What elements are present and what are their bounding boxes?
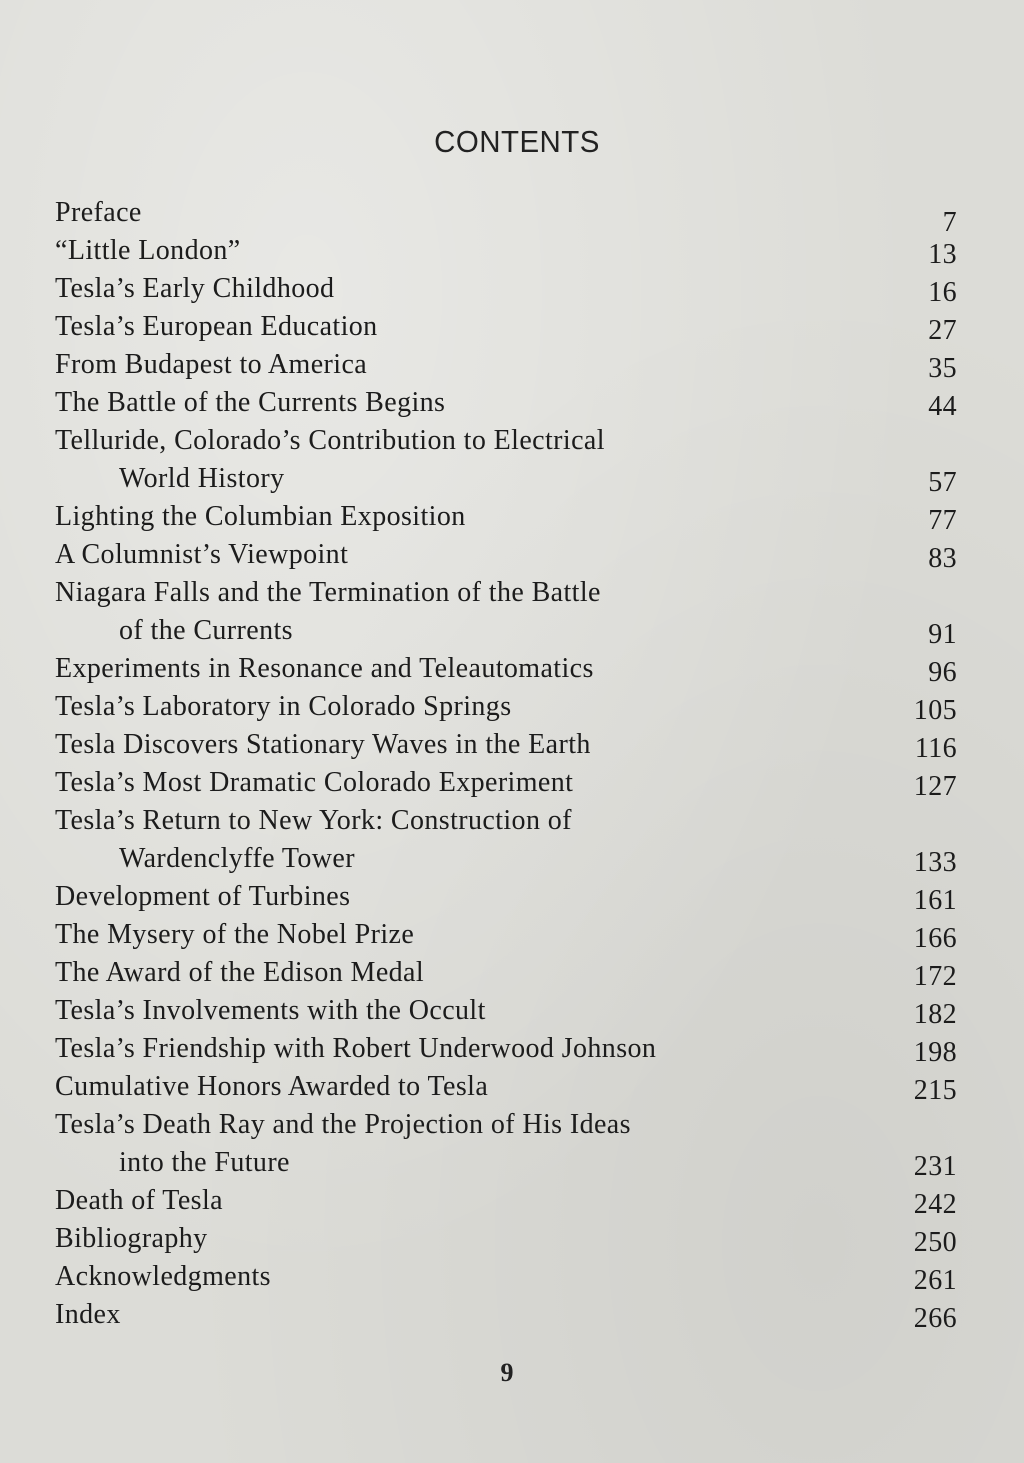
toc-entry-title-line: The Battle of the Currents Begins <box>55 387 446 418</box>
toc-entry-title-line: From Budapest to America <box>55 349 368 380</box>
toc-entry-title-line: Tesla’s Death Ray and the Projection of His Ideas <box>55 1109 631 1140</box>
toc-entry <box>55 688 967 726</box>
toc-entry-title <box>55 650 967 688</box>
toc-entry-title-line: The Mysery of the Nobel Prize <box>55 919 415 950</box>
toc-entry-title-line: Tesla’s European Education <box>55 311 378 342</box>
toc-entry-title <box>55 498 967 536</box>
toc-entry <box>55 384 967 422</box>
toc-entry-title <box>55 764 967 802</box>
toc-entry <box>55 954 967 992</box>
toc-entry-title-line: “Little London” <box>55 235 241 266</box>
toc-entry-page-number: 13 <box>928 239 957 270</box>
toc-entry-title-line: Tesla’s Return to New York: Construction of <box>55 805 572 836</box>
toc-entry-page-number: 16 <box>928 277 957 308</box>
toc-entry-title-line: Tesla Discovers Stationary Waves in the Earth <box>55 729 591 760</box>
toc-entry-title <box>55 346 967 384</box>
toc-entry-page-number: 127 <box>913 771 957 802</box>
toc-entry <box>55 1068 967 1106</box>
toc-entry <box>55 916 967 954</box>
toc-entry-page-number: 266 <box>913 1303 957 1334</box>
contents-heading: CONTENTS <box>434 124 600 159</box>
toc-entry-title <box>55 726 967 764</box>
toc-entry-title <box>55 1220 967 1258</box>
toc-entry-page-number: 105 <box>913 695 957 726</box>
toc-entry-title-line: Tesla’s Laboratory in Colorado Springs <box>55 691 512 722</box>
toc-entry-title <box>55 1258 967 1296</box>
toc-entry-page-number: 96 <box>928 657 957 688</box>
toc-entry-title-continuation: Wardenclyffe Tower <box>119 843 355 874</box>
toc-entry <box>55 1296 967 1334</box>
toc-entry-page-number: 161 <box>913 885 957 916</box>
toc-entry-title-continuation: of the Currents <box>119 615 293 646</box>
toc-entry <box>55 878 967 916</box>
toc-entry-title-line: Death of Tesla <box>55 1185 223 1216</box>
toc-entry-title-line: Telluride, Colorado’s Contribution to Electrical <box>55 425 605 456</box>
toc-entry-title-line: Tesla’s Involvements with the Occult <box>55 995 486 1026</box>
toc-entry-title <box>55 688 967 726</box>
toc-entry-title-continuation: World History <box>119 463 285 494</box>
toc-entry <box>55 346 967 384</box>
toc-entry-page-number: 133 <box>913 847 957 878</box>
toc-entry-title-line: Development of Turbines <box>55 881 351 912</box>
toc-entry-title <box>55 270 967 308</box>
toc-entry-title-continuation: into the Future <box>119 1147 290 1178</box>
toc-entry-title-line: Bibliography <box>55 1223 208 1254</box>
toc-entry-title <box>55 574 967 650</box>
toc-entry-page-number: 7 <box>942 207 957 238</box>
toc-entry <box>55 1258 967 1296</box>
toc-entry-page-number: 44 <box>928 391 957 422</box>
toc-entry <box>55 270 967 308</box>
toc-entry <box>55 422 967 498</box>
toc-entry-title <box>55 954 967 992</box>
toc-entry-title-line: Acknowledgments <box>55 1261 271 1292</box>
toc-entry-title <box>55 1068 967 1106</box>
toc-entry <box>55 574 967 650</box>
toc-entry-page-number: 242 <box>913 1189 957 1220</box>
toc-entry-title-line: Cumulative Honors Awarded to Tesla <box>55 1071 489 1102</box>
toc-entry-title <box>55 878 967 916</box>
toc-entry <box>55 726 967 764</box>
toc-entry-page-number: 91 <box>928 619 957 650</box>
toc-entry-title-line: A Columnist’s Viewpoint <box>55 539 349 570</box>
toc-entry-page-number: 77 <box>928 505 957 536</box>
toc-entry-title <box>55 916 967 954</box>
toc-entry <box>55 498 967 536</box>
toc-entry <box>55 650 967 688</box>
toc-entry-title-line: Niagara Falls and the Termination of the Battle <box>55 577 601 608</box>
toc-entry-title <box>55 1182 967 1220</box>
toc-entry-page-number: 172 <box>913 961 957 992</box>
toc-entry-page-number: 250 <box>913 1227 957 1258</box>
toc-entry-title-line: Preface <box>55 197 142 228</box>
toc-entry-title-line: Tesla’s Friendship with Robert Underwood Johnson <box>55 1033 657 1064</box>
toc-entry-page-number: 166 <box>913 923 957 954</box>
toc-entry-title-line: Lighting the Columbian Exposition <box>55 501 466 532</box>
toc-entry-title <box>55 1296 967 1334</box>
toc-entry <box>55 1030 967 1068</box>
toc-entry <box>55 536 967 574</box>
toc-entry-title <box>55 1030 967 1068</box>
toc-entry <box>55 764 967 802</box>
toc-entry-page-number: 198 <box>913 1037 957 1068</box>
toc-entry-page-number: 83 <box>928 543 957 574</box>
toc-entry-page-number: 57 <box>928 467 957 498</box>
page-number-footer: 9 <box>500 1358 514 1387</box>
toc-entry-title <box>55 422 967 498</box>
toc-entry-page-number: 231 <box>913 1151 957 1182</box>
toc-entry <box>55 1182 967 1220</box>
toc-entry <box>55 802 967 878</box>
toc-entry <box>55 232 967 270</box>
toc-entry <box>55 1106 967 1182</box>
toc-entry-title <box>55 1106 967 1182</box>
toc-entry <box>55 194 967 238</box>
toc-entry-title <box>55 992 967 1030</box>
toc-entry-page-number: 27 <box>928 315 957 346</box>
toc-entry-page-number: 261 <box>913 1265 957 1296</box>
table-of-contents <box>55 194 967 1334</box>
toc-entry-title-line: Index <box>55 1299 121 1330</box>
toc-entry-title <box>55 384 967 422</box>
toc-entry <box>55 308 967 346</box>
toc-entry-title-line: The Award of the Edison Medal <box>55 957 425 988</box>
toc-entry-title-line: Tesla’s Early Childhood <box>55 273 335 304</box>
toc-entry-title <box>55 308 967 346</box>
toc-entry-page-number: 215 <box>913 1075 957 1106</box>
toc-entry <box>55 1220 967 1258</box>
toc-entry-title <box>55 536 967 574</box>
toc-entry-page-number: 116 <box>914 733 957 764</box>
toc-entry-page-number: 182 <box>913 999 957 1030</box>
toc-entry-title <box>55 802 967 878</box>
toc-entry-page-number: 35 <box>928 353 957 384</box>
toc-entry-title-line: Tesla’s Most Dramatic Colorado Experiment <box>55 767 574 798</box>
toc-entry <box>55 992 967 1030</box>
toc-entry-title <box>55 232 967 270</box>
toc-entry-title <box>55 194 967 232</box>
toc-entry-title-line: Experiments in Resonance and Teleautomatics <box>55 653 594 684</box>
